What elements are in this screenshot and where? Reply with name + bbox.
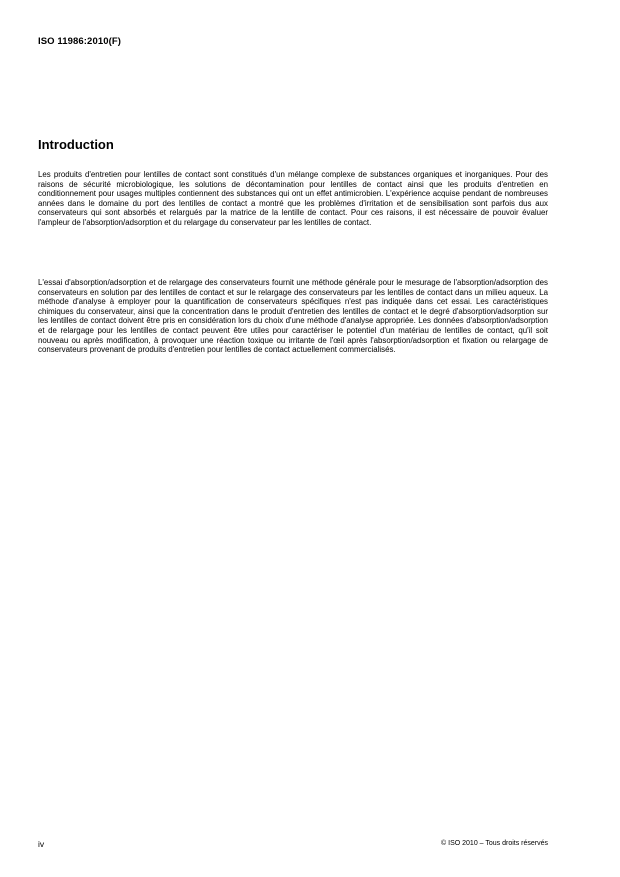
section-title: Introduction [38,137,114,152]
paragraph: L'essai d'absorption/adsorption et de relargage des conservateurs fournit une méthode générale pour le mesurage de l'absorption/adsorption des conservateurs en solution par des lentilles de contact et sur le relargage des conservateurs par les lentilles de contact dans un milieu aqueux. La méthode d'analyse à employer pour la quantification de conservateurs spécifiques n'est pas indiquée dans cet essai. Les caractéristiques chimiques du conservateur, ainsi que la concentration dans le produit d'entretien des lentilles de contact et le degré d'absorption/adsorption sur les lentilles de contact doivent être pris en considération lors du choix d'une méthode d'analyse appropriée. Les données d'absorption/adsorption et de relargage pour les lentilles de contact peuvent être utiles pour caractériser le potentiel d'un matériau de lentilles de contact, qu'il soit nouveau ou après modification, à provoquer une réaction toxique ou irritante de l'œil après l'absorption/adsorption et fixation ou relargage de conservateurs provenant de produits d'entretien pour lentilles de contact actuellement commercialisés. [38,278,548,355]
paragraph: Les produits d'entretien pour lentilles de contact sont constitués d'un mélange complexe de substances organiques et inorganiques. Pour des raisons de sécurité microbiologique, les solutions de décontamination pour lentilles de contact ainsi que les produits d'entretien en conditionnement pour usages multiples contiennent des substances qui ont un effet antimicrobien. L'expérience acquise pendant de nombreuses années dans le domaine du port des lentilles de contact a montré que les problèmes d'irritation et de sensibilisation sont parfois dus aux conservateurs qui sont absorbés et relargués par la matrice de la lentille de contact. Pour ces raisons, il est nécessaire de pouvoir évaluer l'ampleur de l'absorption/adsorption et du relargage du conservateur par les lentilles de contact. [38,170,548,227]
page-number: iv [38,839,45,849]
copyright-notice: © ISO 2010 – Tous droits réservés [441,840,548,847]
document-header: ISO 11986:2010(F) [38,36,122,47]
